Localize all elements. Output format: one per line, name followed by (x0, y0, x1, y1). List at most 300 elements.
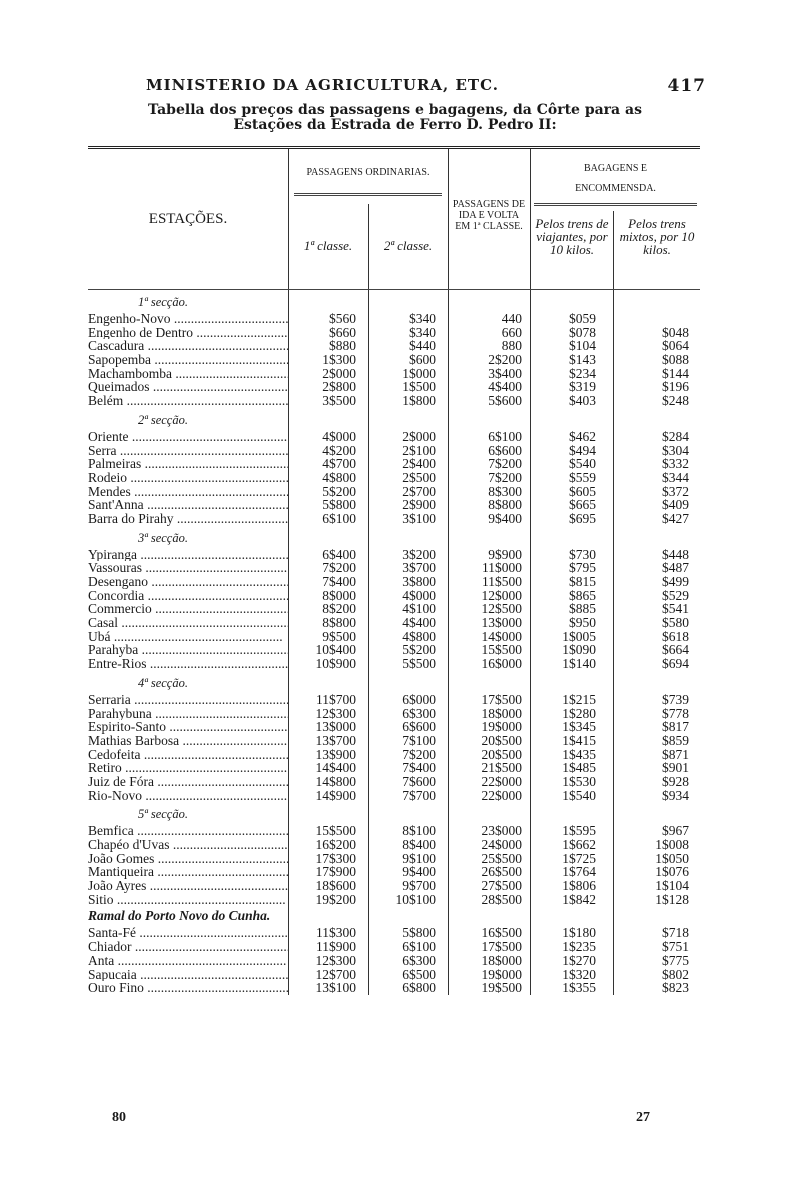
baggage-mixed-cell: $778 (662, 705, 689, 721)
baggage-passenger-cell: $559 (569, 469, 596, 485)
first-class-cell: 12$700 (315, 966, 356, 982)
first-class-cell: 4$800 (322, 469, 356, 485)
baggage-mixed-cell: $372 (662, 483, 689, 499)
baggage-passenger-cell: $730 (569, 546, 596, 562)
table-row (88, 339, 700, 353)
baggage-passenger-cell: $059 (569, 311, 596, 326)
baggage-mixed-cell: $144 (662, 365, 689, 381)
baggage-passenger-cell: 1$345 (562, 719, 596, 735)
table-row (88, 485, 700, 499)
baggage-mixed-cell: $618 (662, 628, 689, 644)
second-class-cell: 8$100 (402, 823, 436, 839)
station-cell: Sapopemba ..... (88, 353, 288, 367)
return-fare-cell: 26$500 (481, 864, 522, 880)
baggage-mixed-cell: 1$128 (655, 891, 689, 907)
second-class-cell: 7$100 (402, 732, 436, 748)
baggage-mixed-cell: $487 (662, 560, 689, 576)
baggage-mixed-cell: 1$076 (655, 864, 689, 880)
baggage-mixed-cell: $751 (662, 939, 689, 955)
return-fare-cell: 27$500 (481, 878, 522, 894)
baggage-mixed-cell: $580 (662, 615, 689, 631)
station-cell: João Ayres ..... (88, 879, 288, 893)
station-cell: Retiro ..... (88, 761, 288, 775)
second-class-cell: 9$700 (402, 878, 436, 894)
first-class-cell: 5$200 (322, 483, 356, 499)
table-row (88, 775, 700, 789)
first-class-cell: 11$900 (316, 939, 356, 955)
station-cell: Machambomba ..... (88, 367, 288, 381)
baggage-mixed-cell: $409 (662, 497, 689, 513)
fare-table (88, 146, 700, 995)
return-fare-cell: 25$500 (481, 850, 522, 866)
return-fare-cell: 24$000 (481, 837, 522, 852)
return-fare-cell: 880 (501, 338, 522, 354)
second-class-cell: 2$100 (402, 442, 436, 458)
baggage-passenger-cell: $815 (569, 574, 596, 589)
section-label: Ramal do Porto Novo do Cunha. (88, 908, 271, 924)
return-fare-cell: 21$500 (481, 760, 522, 776)
table-row (88, 893, 700, 907)
station-cell: Espirito-Santo ..... (88, 720, 288, 734)
second-class-cell: 7$600 (402, 773, 436, 789)
baggage-passenger-cell: 1$595 (562, 823, 596, 839)
first-class-cell: 2$800 (322, 379, 356, 395)
first-class-cell: $880 (329, 338, 356, 354)
return-fare-cell: 440 (501, 311, 522, 326)
baggage-mixed-cell: $928 (662, 773, 689, 789)
table-row (88, 852, 700, 866)
station-cell: Casal ..... (88, 616, 288, 630)
station-cell: Sant'Anna ..... (88, 498, 288, 512)
station-cell: Mantiqueira ..... (88, 865, 288, 879)
first-class-cell: 4$700 (322, 456, 356, 472)
baggage-passenger-cell: 1$140 (562, 656, 596, 672)
first-class-cell: 12$300 (315, 705, 356, 721)
baggage-passenger-cell: $403 (569, 393, 596, 409)
second-class-cell: $340 (409, 324, 436, 340)
first-class-cell: 6$400 (322, 546, 356, 562)
baggage-mixed-cell: 1$050 (655, 850, 689, 866)
station-cell: Chapéo d'Uvas ..... (88, 838, 288, 852)
running-header (146, 76, 706, 94)
baggage-mixed-cell: $499 (662, 574, 689, 589)
first-class-cell: 9$500 (322, 628, 356, 644)
rule (534, 203, 697, 206)
baggage-mixed-cell: $088 (662, 352, 689, 368)
return-fare-cell: 2$200 (488, 352, 522, 368)
table-row (88, 630, 700, 644)
station-cell: Queimados ..... (88, 380, 288, 394)
station-cell: Parahybuna ..... (88, 707, 288, 721)
baggage-mixed-cell: $196 (662, 379, 689, 395)
baggage-mixed-cell: $967 (662, 823, 689, 839)
table-row (88, 326, 700, 340)
table-title (90, 103, 700, 133)
title-line-2: Estações da Estrada de Ferro D. Pedro II: (233, 117, 557, 133)
baggage-passenger-cell: 1$485 (562, 760, 596, 776)
baggage-mixed-cell: $718 (662, 925, 689, 941)
baggage-mixed-cell: $248 (662, 393, 689, 409)
first-class-cell: $560 (329, 311, 356, 326)
table-row (88, 940, 700, 954)
first-class-cell: 3$500 (322, 393, 356, 409)
station-cell: Vassouras ..... (88, 561, 288, 575)
first-class-cell: 13$900 (315, 746, 356, 762)
first-class-cell: 17$900 (315, 864, 356, 880)
table-row (88, 707, 700, 721)
return-fare-cell: 6$600 (488, 442, 522, 458)
baggage-mixed-cell: $064 (662, 338, 689, 354)
station-cell: João Gomes ..... (88, 852, 288, 866)
second-class-cell: 5$500 (402, 656, 436, 672)
second-class-cell: 6$300 (402, 952, 436, 968)
first-class-cell: 14$900 (315, 787, 356, 803)
table-row (88, 720, 700, 734)
return-fare-cell: 12$000 (481, 587, 522, 603)
table-row (88, 498, 700, 512)
baggage-passenger-cell: $078 (569, 324, 596, 340)
table-row (88, 824, 700, 838)
first-class-cell: 13$100 (315, 980, 356, 996)
baggage-passenger-cell: 1$355 (562, 980, 596, 996)
station-cell: Santa-Fé ..... (88, 926, 288, 940)
baggage-passenger-cell: $865 (569, 587, 596, 603)
second-class-cell: 2$000 (402, 428, 436, 444)
table-row (88, 879, 700, 893)
first-class-cell: $660 (329, 324, 356, 340)
baggage-mixed-cell: $664 (662, 642, 689, 658)
first-class-cell: 17$300 (315, 850, 356, 866)
station-cell: Parahyba ..... (88, 643, 288, 657)
return-fare-cell: 17$500 (481, 939, 522, 955)
station-cell: Serra ..... (88, 444, 288, 458)
second-class-cell: 5$200 (402, 642, 436, 658)
first-class-cell: 10$400 (315, 642, 356, 658)
second-class-cell: 8$400 (402, 837, 436, 852)
station-cell: Sitio ..... (88, 893, 288, 907)
station-cell: Palmeiras ..... (88, 457, 288, 471)
second-class-cell: 9$100 (402, 850, 436, 866)
station-cell: Cascadura ..... (88, 339, 288, 353)
table-row (88, 367, 700, 381)
return-fare-cell: 15$500 (481, 642, 522, 658)
table-row (88, 838, 700, 852)
table-row (88, 954, 700, 968)
second-class-cell: $340 (409, 311, 436, 326)
return-fare-cell: 23$000 (481, 823, 522, 839)
station-cell: Desengano ..... (88, 575, 288, 589)
station-cell: Oriente ..... (88, 430, 288, 444)
return-fare-cell: 11$000 (482, 560, 522, 576)
station-cell: Ubá ..... (88, 630, 288, 644)
baggage-passenger-cell: $462 (569, 428, 596, 444)
second-class-cell: 6$000 (402, 691, 436, 707)
first-class-cell: 7$400 (322, 574, 356, 589)
baggage-passenger-cell: $950 (569, 615, 596, 631)
table-row (88, 693, 700, 707)
second-class-cell: 3$200 (402, 546, 436, 562)
station-cell: Mathias Barbosa ..... (88, 734, 288, 748)
first-class-cell: 15$500 (315, 823, 356, 839)
table-row (88, 471, 700, 485)
return-fare-cell: 20$500 (481, 746, 522, 762)
station-cell: Concordia ..... (88, 589, 288, 603)
baggage-passenger-cell: 1$180 (562, 925, 596, 941)
second-class-cell: $440 (409, 338, 436, 354)
table-row (88, 602, 700, 616)
second-class-cell: 3$800 (402, 574, 436, 589)
first-class-cell: 6$100 (322, 510, 356, 526)
page-number: 417 (667, 76, 706, 96)
table-row (88, 616, 700, 630)
baggage-header: BAGAGENS E ENCOMMENSDA. (575, 163, 656, 194)
rule (294, 193, 442, 196)
baggage-passenger-cell: 1$725 (562, 850, 596, 866)
table-row (88, 457, 700, 471)
table-row (88, 575, 700, 589)
second-class-cell: 1$800 (402, 393, 436, 409)
second-class-header: 2ª classe. (383, 238, 433, 253)
passenger-trains-header: Pelos trens de viajantes, por 10 kilos. (535, 216, 609, 257)
table-row (88, 548, 700, 562)
return-fare-cell: 13$000 (481, 615, 522, 631)
table-row (88, 353, 700, 367)
second-class-cell: 6$500 (402, 966, 436, 982)
baggage-mixed-cell: $427 (662, 510, 689, 526)
baggage-passenger-cell: 1$806 (562, 878, 596, 894)
station-cell: Engenho de Dentro ..... (88, 326, 288, 340)
return-fare-cell: 8$800 (488, 497, 522, 513)
baggage-passenger-cell: 1$215 (562, 691, 596, 707)
second-class-cell: $600 (409, 352, 436, 368)
second-class-cell: 1$500 (402, 379, 436, 395)
table-row (88, 734, 700, 748)
table-row (88, 657, 700, 671)
second-class-cell: 6$600 (402, 719, 436, 735)
title-line-1: Tabella dos preços das passagens e bagagens, da Côrte para as (148, 102, 642, 118)
first-class-cell: 16$200 (315, 837, 356, 852)
second-class-cell: 2$900 (402, 497, 436, 513)
return-fare-cell: 19$500 (481, 980, 522, 996)
station-cell: Belém ..... (88, 394, 288, 408)
station-cell: Sapucaia ..... (88, 968, 288, 982)
return-fare-cell: 4$400 (488, 379, 522, 395)
table-row (88, 748, 700, 762)
baggage-passenger-cell: 1$842 (562, 891, 596, 907)
table-row (88, 865, 700, 879)
baggage-passenger-cell: 1$540 (562, 787, 596, 803)
second-class-cell: 1$000 (402, 365, 436, 381)
mixed-trains-header: Pelos trens mixtos, por 10 kilos. (619, 216, 695, 257)
section-label: 4ª secção. (138, 675, 188, 690)
second-class-cell: 7$700 (402, 787, 436, 803)
table-row (88, 789, 700, 803)
footer-signature-right: 27 (636, 1110, 650, 1125)
first-class-cell: 11$700 (316, 691, 356, 707)
second-class-cell: 9$400 (402, 864, 436, 880)
first-class-cell: 1$300 (322, 352, 356, 368)
return-fare-cell: 19$000 (481, 966, 522, 982)
baggage-passenger-cell: 1$270 (562, 952, 596, 968)
section-label: 5ª secção. (138, 807, 188, 822)
return-fare-cell: 9$900 (488, 546, 522, 562)
baggage-passenger-cell: $104 (569, 338, 596, 354)
baggage-passenger-cell: 1$320 (562, 966, 596, 982)
table-row (88, 394, 700, 408)
baggage-passenger-cell: $665 (569, 497, 596, 513)
table-row (88, 444, 700, 458)
second-class-cell: 4$400 (402, 615, 436, 631)
baggage-mixed-cell: $529 (662, 587, 689, 603)
station-cell: Entre-Rios ..... (88, 657, 288, 671)
baggage-passenger-cell: 1$090 (562, 642, 596, 658)
return-fare-cell: 16$500 (481, 925, 522, 941)
second-class-cell: 10$100 (395, 891, 436, 907)
baggage-mixed-cell: $775 (662, 952, 689, 968)
second-class-cell: 4$000 (402, 587, 436, 603)
station-cell: Engenho-Novo ..... (88, 312, 288, 326)
baggage-passenger-cell: $540 (569, 456, 596, 472)
return-fare-cell: 11$500 (482, 574, 522, 589)
section-label: 1ª secção. (138, 295, 188, 309)
baggage-passenger-cell: $319 (569, 379, 596, 395)
baggage-mixed-cell: $344 (662, 469, 689, 485)
return-header: PASSAGENS DE IDA E VOLTA EM 1ª CLASSE. (452, 199, 526, 232)
station-cell: Commercio ..... (88, 602, 288, 616)
table-header (88, 149, 700, 290)
baggage-passenger-cell: $885 (569, 601, 596, 617)
station-cell: Ouro Fino ..... (88, 981, 288, 995)
first-class-cell: 2$000 (322, 365, 356, 381)
second-class-cell: 3$100 (402, 510, 436, 526)
baggage-passenger-cell: $234 (569, 365, 596, 381)
first-class-cell: 13$700 (315, 732, 356, 748)
first-class-cell: 18$600 (315, 878, 356, 894)
second-class-cell: 2$400 (402, 456, 436, 472)
first-class-cell: 19$200 (315, 891, 356, 907)
stations-header: ESTAÇÕES. (148, 211, 228, 227)
return-fare-cell: 660 (501, 324, 522, 340)
baggage-mixed-cell: $541 (662, 601, 689, 617)
baggage-mixed-cell: $304 (662, 442, 689, 458)
table-row (88, 981, 700, 995)
section-label: 3ª secção. (138, 530, 188, 545)
station-cell: Juiz de Fóra ..... (88, 775, 288, 789)
return-fare-cell: 5$600 (488, 393, 522, 409)
second-class-cell: 2$500 (402, 469, 436, 485)
station-cell: Rodeio ..... (88, 471, 288, 485)
first-class-cell: 7$200 (322, 560, 356, 576)
station-cell: Rio-Novo ..... (88, 789, 288, 803)
station-cell: Ypiranga ..... (88, 548, 288, 562)
second-class-cell: 4$100 (402, 601, 436, 617)
baggage-mixed-cell: $448 (662, 546, 689, 562)
station-cell: Anta ..... (88, 954, 288, 968)
first-class-cell: 4$000 (322, 428, 356, 444)
baggage-mixed-cell: $817 (662, 719, 689, 735)
station-cell: Serraria ..... (88, 693, 288, 707)
return-fare-cell: 19$000 (481, 719, 522, 735)
baggage-mixed-cell: $694 (662, 656, 689, 672)
table-row (88, 512, 700, 526)
first-class-cell: 14$800 (315, 773, 356, 789)
ordinary-header: PASSAGENS ORDINARIAS. (306, 167, 430, 178)
second-class-cell: 2$700 (402, 483, 436, 499)
baggage-passenger-cell: 1$764 (562, 864, 596, 880)
first-class-cell: 14$400 (315, 760, 356, 776)
table-row (88, 926, 700, 940)
baggage-mixed-cell: $901 (662, 760, 689, 776)
return-fare-cell: 18$000 (481, 952, 522, 968)
baggage-passenger-cell: 1$235 (562, 939, 596, 955)
baggage-passenger-cell: 1$435 (562, 746, 596, 762)
second-class-cell: 6$100 (402, 939, 436, 955)
return-fare-cell: 28$500 (481, 891, 522, 907)
baggage-mixed-cell: $871 (662, 746, 689, 762)
first-class-cell: 8$200 (322, 601, 356, 617)
baggage-mixed-cell: $739 (662, 691, 689, 707)
return-fare-cell: 7$200 (488, 456, 522, 472)
second-class-cell: 7$400 (402, 760, 436, 776)
second-class-cell: 3$700 (402, 560, 436, 576)
second-class-cell: 6$300 (402, 705, 436, 721)
return-fare-cell: 3$400 (488, 365, 522, 381)
return-fare-cell: 18$000 (481, 705, 522, 721)
baggage-mixed-cell: $802 (662, 966, 689, 982)
second-class-cell: 4$800 (402, 628, 436, 644)
return-fare-cell: 22$000 (481, 787, 522, 803)
return-fare-cell: 8$300 (488, 483, 522, 499)
baggage-passenger-cell: $143 (569, 352, 596, 368)
baggage-passenger-cell: $695 (569, 510, 596, 526)
return-fare-cell: 16$000 (481, 656, 522, 672)
baggage-passenger-cell: $494 (569, 442, 596, 458)
baggage-passenger-cell: 1$280 (562, 705, 596, 721)
first-class-cell: 13$000 (315, 719, 356, 735)
table-row (88, 430, 700, 444)
first-class-header: 1ª classe. (303, 238, 353, 253)
return-fare-cell: 17$500 (481, 691, 522, 707)
return-fare-cell: 7$200 (488, 469, 522, 485)
station-cell: Barra do Pirahy ..... (88, 512, 288, 526)
first-class-cell: 11$300 (316, 925, 356, 941)
station-cell: Bemfica ..... (88, 824, 288, 838)
second-class-cell: 7$200 (402, 746, 436, 762)
baggage-passenger-cell: 1$415 (562, 732, 596, 748)
station-cell: Chiador ..... (88, 940, 288, 954)
first-class-cell: 8$800 (322, 615, 356, 631)
first-class-cell: 12$300 (315, 952, 356, 968)
baggage-mixed-cell: $859 (662, 732, 689, 748)
baggage-mixed-cell: $332 (662, 456, 689, 472)
first-class-cell: 10$900 (315, 656, 356, 672)
baggage-mixed-cell: $048 (662, 324, 689, 340)
baggage-mixed-cell: $284 (662, 428, 689, 444)
return-fare-cell: 22$000 (481, 773, 522, 789)
baggage-mixed-cell: $934 (662, 787, 689, 803)
section-label: 2ª secção. (138, 412, 188, 427)
running-title: MINISTERIO DA AGRICULTURA, ETC. (146, 76, 499, 94)
baggage-mixed-cell: 1$008 (655, 837, 689, 852)
footer-signature-left: 80 (112, 1110, 126, 1125)
table-body (88, 290, 700, 995)
table-row (88, 761, 700, 775)
station-cell: Cedofeita ..... (88, 748, 288, 762)
return-fare-cell: 6$100 (488, 428, 522, 444)
table-row (88, 589, 700, 603)
table-row (88, 561, 700, 575)
table-row (88, 312, 700, 326)
